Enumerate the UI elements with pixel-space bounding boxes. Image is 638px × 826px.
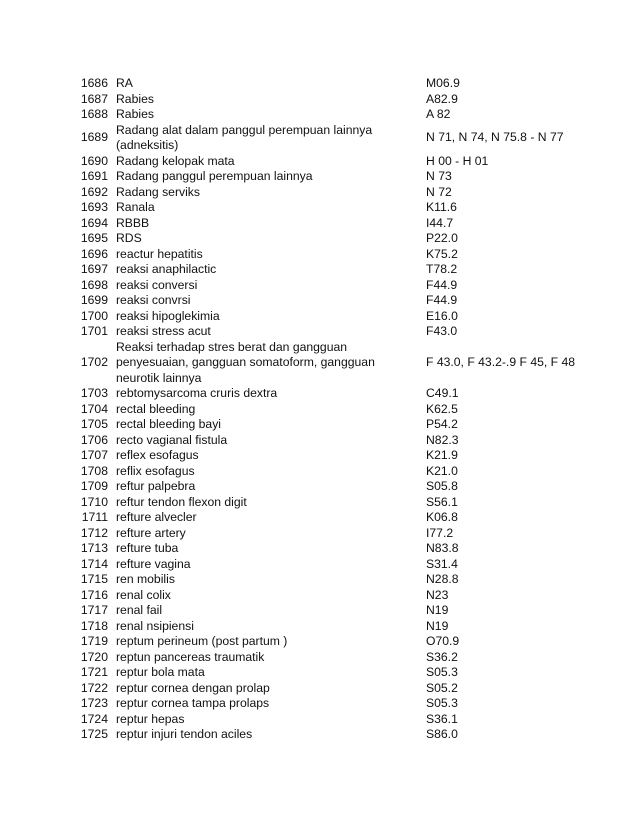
diagnosis-name: Ranala — [116, 200, 155, 214]
row-number: 1691 — [80, 169, 108, 183]
row-number: 1725 — [80, 727, 108, 741]
diagnosis-name: ren mobilis — [116, 572, 175, 586]
row-number: 1698 — [80, 277, 108, 292]
row-number: 1694 — [80, 215, 108, 230]
diagnosis-name: rectal bleeding — [116, 401, 196, 416]
table-row — [74, 448, 576, 464]
row-number: 1702 — [80, 355, 108, 369]
icd-code: S56.1 — [426, 494, 458, 509]
table-row — [74, 696, 576, 712]
icd-code: A 82 — [426, 107, 451, 121]
diagnosis-name: renal fail — [116, 603, 163, 617]
diagnosis-name: Rabies — [116, 107, 154, 121]
row-number: 1688 — [80, 107, 108, 121]
diagnosis-name: reptur hepas — [116, 711, 185, 726]
diagnosis-name: refture vagina — [116, 556, 191, 571]
diagnosis-name: refture artery — [116, 525, 186, 540]
table-row — [74, 309, 576, 325]
row-number: 1722 — [80, 680, 108, 695]
table-row — [74, 278, 576, 294]
icd-code: F44.9 — [426, 277, 458, 292]
icd-code: N 71, N 74, N 75.8 - N 77 — [426, 130, 564, 145]
diagnosis-name: RBBB — [116, 215, 150, 230]
icd-code: K06.8 — [426, 510, 458, 524]
diagnosis-name: Rabies — [116, 91, 154, 106]
table-row — [74, 417, 576, 433]
row-number: 1712 — [80, 525, 108, 540]
row-number: 1686 — [80, 76, 108, 90]
diagnosis-name: reflix esofagus — [116, 463, 195, 478]
row-number: 1717 — [80, 603, 108, 617]
table-row — [74, 386, 576, 402]
table-row — [74, 650, 576, 666]
table-row — [74, 495, 576, 511]
row-number: 1709 — [80, 479, 108, 493]
row-number: 1723 — [80, 696, 108, 710]
row-number: 1689 — [80, 130, 108, 145]
diagnosis-name: reaksi hipoglekimia — [116, 308, 220, 323]
icd-code: K62.5 — [426, 401, 458, 416]
table-row — [74, 247, 576, 263]
table-row — [74, 464, 576, 480]
row-number: 1699 — [80, 293, 108, 307]
diagnosis-name: reptur cornea tampa prolaps — [116, 696, 270, 710]
icd-code: N 72 — [426, 184, 452, 199]
row-number: 1703 — [80, 386, 108, 400]
row-number: 1695 — [80, 231, 108, 245]
icd-code: N19 — [426, 618, 449, 633]
diagnosis-name: Radang kelopak mata — [116, 153, 235, 168]
icd-code: C49.1 — [426, 386, 459, 400]
icd-code: S36.2 — [426, 649, 458, 664]
icd-code: N23 — [426, 587, 449, 602]
icd-code: E16.0 — [426, 308, 458, 323]
icd-code: F43.0 — [426, 324, 458, 338]
row-number: 1716 — [80, 587, 108, 602]
icd-code: K11.6 — [426, 200, 457, 214]
diagnosis-name: rebtomysarcoma cruris dextra — [116, 386, 278, 400]
diagnosis-name: Reaksi terhadap stres berat dan gangguan penyesuaian, gangguan somatoform, gangguan neurotik lainnya — [116, 339, 375, 385]
diagnosis-name: reptur cornea dengan prolap — [116, 680, 270, 695]
table-row — [74, 541, 576, 557]
row-number: 1715 — [80, 572, 108, 586]
table-row — [74, 107, 576, 123]
row-number: 1711 — [81, 510, 108, 524]
diagnosis-name: reaksi stress acut — [116, 324, 211, 338]
table-row — [74, 510, 576, 526]
icd-code: K21.9 — [426, 448, 458, 462]
table-row — [74, 123, 576, 154]
table-row — [74, 433, 576, 449]
icd-code: N82.3 — [426, 432, 459, 447]
row-number: 1724 — [80, 711, 108, 726]
table-row — [74, 619, 576, 635]
diagnosis-name: reaksi anaphilactic — [116, 262, 217, 276]
icd-code: S05.3 — [426, 665, 458, 679]
row-number: 1692 — [80, 184, 108, 199]
diagnosis-name: reaksi conversi — [116, 277, 198, 292]
table-row — [74, 324, 576, 340]
diagnosis-name: reftur palpebra — [116, 479, 196, 493]
table-row — [74, 479, 576, 495]
diagnosis-name: renal nsipiensi — [116, 618, 194, 633]
icd-code: T78.2 — [426, 262, 458, 276]
icd-code: K75.2 — [426, 246, 458, 261]
row-number: 1719 — [80, 634, 108, 648]
row-number: 1713 — [80, 541, 108, 555]
diagnosis-name: reftur tendon flexon digit — [116, 494, 247, 509]
diagnosis-name: reptum perineum (post partum ) — [116, 634, 288, 648]
table-row — [74, 681, 576, 697]
icd-code: P54.2 — [426, 417, 458, 431]
table-row — [74, 185, 576, 201]
icd-code: F 43.0, F 43.2-.9 F 45, F 48 — [426, 355, 576, 369]
table-body — [74, 76, 576, 743]
diagnosis-name: refture alvecler — [116, 510, 197, 524]
icd-code: K21.0 — [426, 463, 458, 478]
row-number: 1706 — [80, 432, 108, 447]
table-row — [74, 634, 576, 650]
icd-code: N28.8 — [426, 572, 459, 586]
table-row — [74, 293, 576, 309]
diagnosis-name: Radang panggul perempuan lainnya — [116, 169, 313, 183]
row-number: 1718 — [80, 618, 108, 633]
table-row — [74, 231, 576, 247]
row-number: 1710 — [80, 494, 108, 509]
row-number: 1700 — [80, 308, 108, 323]
row-number: 1708 — [80, 463, 108, 478]
diagnosis-name: renal colix — [116, 587, 171, 602]
icd-code: M06.9 — [426, 76, 460, 90]
row-number: 1690 — [80, 153, 108, 168]
row-number: 1693 — [80, 200, 108, 214]
row-number: 1705 — [80, 417, 108, 431]
icd-code: S31.4 — [426, 556, 458, 571]
icd-code: P22.0 — [426, 231, 458, 245]
diagnosis-name: rectal bleeding bayi — [116, 417, 222, 431]
row-number: 1707 — [80, 448, 108, 462]
row-number: 1714 — [80, 556, 108, 571]
diagnosis-name: reflex esofagus — [116, 448, 199, 462]
icd-code: A82.9 — [426, 91, 458, 106]
row-number: 1701 — [80, 324, 108, 338]
row-number: 1697 — [80, 262, 108, 276]
table-row — [74, 727, 576, 743]
table-row — [74, 169, 576, 185]
table-row — [74, 92, 576, 108]
table-row — [74, 712, 576, 728]
diagnosis-name: reptun pancereas traumatik — [116, 649, 265, 664]
table-row — [74, 262, 576, 278]
table-row — [74, 76, 576, 92]
icd-code: S05.2 — [426, 680, 458, 695]
table-row — [74, 154, 576, 170]
icd-code: N 73 — [426, 169, 452, 183]
icd-code: S05.8 — [426, 479, 458, 493]
diagnosis-name: RDS — [116, 231, 142, 245]
table-row — [74, 216, 576, 232]
diagnosis-name: refture tuba — [116, 541, 179, 555]
icd-code: N83.8 — [426, 541, 459, 555]
icd-code: O70.9 — [426, 634, 460, 648]
row-number: 1721 — [80, 665, 108, 679]
row-number: 1696 — [80, 246, 108, 261]
table-row — [74, 200, 576, 216]
table-row — [74, 572, 576, 588]
icd-code: N19 — [426, 603, 449, 617]
table-row — [74, 557, 576, 573]
table-row — [74, 603, 576, 619]
icd-code: I77.2 — [426, 525, 454, 540]
table-row — [74, 340, 576, 387]
diagnosis-name: reaksi convrsi — [116, 293, 191, 307]
diagnosis-name: recto vagianal fistula — [116, 432, 228, 447]
icd-code: S05.3 — [426, 696, 458, 710]
icd-code: S36.1 — [426, 711, 458, 726]
diagnosis-name: reptur bola mata — [116, 665, 205, 679]
diagnosis-name: reactur hepatitis — [116, 246, 203, 261]
diagnosis-name: Radang serviks — [116, 184, 200, 199]
diagnosis-name: RA — [116, 76, 133, 90]
table-row — [74, 402, 576, 418]
icd-code: S86.0 — [426, 727, 458, 741]
table-row — [74, 588, 576, 604]
table-row — [74, 665, 576, 681]
table-row — [74, 526, 576, 542]
diagnosis-name: Radang alat dalam panggul perempuan lainnya (adneksitis) — [116, 122, 373, 152]
icd-code: I44.7 — [426, 215, 454, 230]
diagnosis-name: reptur injuri tendon aciles — [116, 727, 253, 741]
row-number: 1687 — [80, 91, 108, 106]
icd-code: F44.9 — [426, 293, 458, 307]
row-number: 1720 — [80, 649, 108, 664]
row-number: 1704 — [80, 401, 108, 416]
icd-code: H 00 - H 01 — [426, 153, 489, 168]
diagnosis-code-table — [74, 76, 576, 743]
